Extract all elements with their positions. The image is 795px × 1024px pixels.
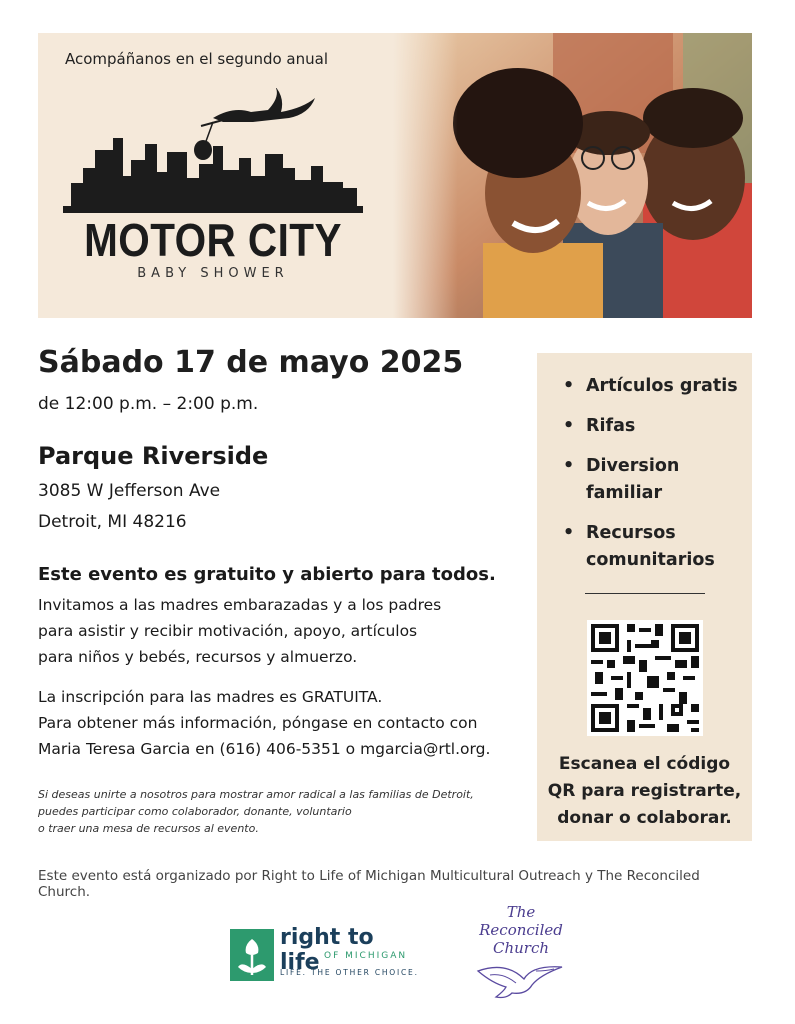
- features-list: [559, 373, 744, 587]
- event-title: MOTOR CITY: [84, 214, 342, 266]
- list-item: [559, 453, 744, 507]
- reconciled-church-logo: [466, 903, 576, 1003]
- skyline-graphic: [63, 88, 363, 213]
- church-name-line: Reconciled: [479, 921, 563, 939]
- bullet: •: [563, 523, 575, 543]
- qr-caption-line: QR para registrarte,: [547, 781, 742, 801]
- address-line-1: 3085 W Jefferson Ave: [38, 481, 221, 501]
- fine-print: [38, 786, 474, 837]
- address-line-2: Detroit, MI 48216: [38, 512, 187, 532]
- rtl-state: OF MICHIGAN: [324, 951, 408, 961]
- list-item: [559, 413, 744, 440]
- fine-print-line: o traer una mesa de recursos al evento.: [38, 822, 259, 835]
- event-subtitle: BABY SHOWER: [137, 266, 289, 281]
- divider: [585, 593, 705, 594]
- intro-text: Acompáñanos en el segundo anual: [65, 50, 328, 68]
- rtl-tagline: LIFE. THE OTHER CHOICE.: [280, 968, 419, 977]
- dove-icon: [466, 957, 576, 1001]
- list-item: [559, 373, 744, 400]
- paragraph-line: Para obtener más información, póngase en contacto con: [38, 714, 478, 732]
- feature-label: Diversion familiar: [586, 456, 680, 503]
- event-date: Sábado 17 de mayo 2025: [38, 345, 464, 380]
- right-to-life-logo: [230, 925, 420, 983]
- paragraph-line: para asistir y recibir motivación, apoyo, artículos: [38, 622, 418, 640]
- bullet: •: [563, 416, 575, 436]
- hero-photo: [393, 33, 752, 318]
- free-event-heading: Este evento es gratuito y abierto para todos.: [38, 564, 496, 585]
- feature-label: Artículos gratis: [586, 376, 738, 396]
- paragraph-line: La inscripción para las madres es GRATUITA.: [38, 688, 383, 706]
- church-name-line: The: [506, 903, 536, 921]
- event-logo: [38, 33, 393, 318]
- bullet: •: [563, 456, 575, 476]
- rtl-name: right to life: [280, 925, 374, 975]
- bullet: •: [563, 376, 575, 396]
- hero-banner: [38, 33, 752, 318]
- event-time: de 12:00 p.m. – 2:00 p.m.: [38, 394, 259, 414]
- feature-label: Recursos comunitarios: [586, 523, 715, 570]
- organizer-note: Este evento está organizado por Right to Life of Michigan Multicultural Outreach y The Reconciled Church.: [38, 868, 700, 900]
- paragraph-line: para niños y bebés, recursos y almuerzo.: [38, 648, 358, 666]
- qr-code[interactable]: [587, 620, 703, 736]
- fine-print-line: puedes participar como colaborador, donante, voluntario: [38, 805, 352, 818]
- qr-caption: [537, 751, 752, 832]
- qr-caption-line: donar o colaborar.: [557, 808, 732, 828]
- feature-label: Rifas: [586, 416, 636, 436]
- rtl-flower-icon: [230, 929, 274, 981]
- church-name: [466, 903, 576, 957]
- church-name-line: Church: [492, 939, 550, 957]
- invitation-paragraph: [38, 592, 441, 670]
- paragraph-line: Invitamos a las madres embarazadas y a los padres: [38, 596, 442, 614]
- stork-icon: [194, 88, 315, 160]
- features-sidebar: [537, 353, 752, 841]
- paragraph-line: Maria Teresa Garcia en (616) 406-5351 o mgarcia@rtl.org.: [38, 740, 491, 758]
- event-venue: Parque Riverside: [38, 442, 269, 470]
- list-item: [559, 520, 744, 574]
- qr-caption-line: Escanea el código: [558, 754, 731, 774]
- fine-print-line: Si deseas unirte a nosotros para mostrar amor radical a las familias de Detroit,: [38, 788, 474, 801]
- contact-paragraph: [38, 684, 490, 762]
